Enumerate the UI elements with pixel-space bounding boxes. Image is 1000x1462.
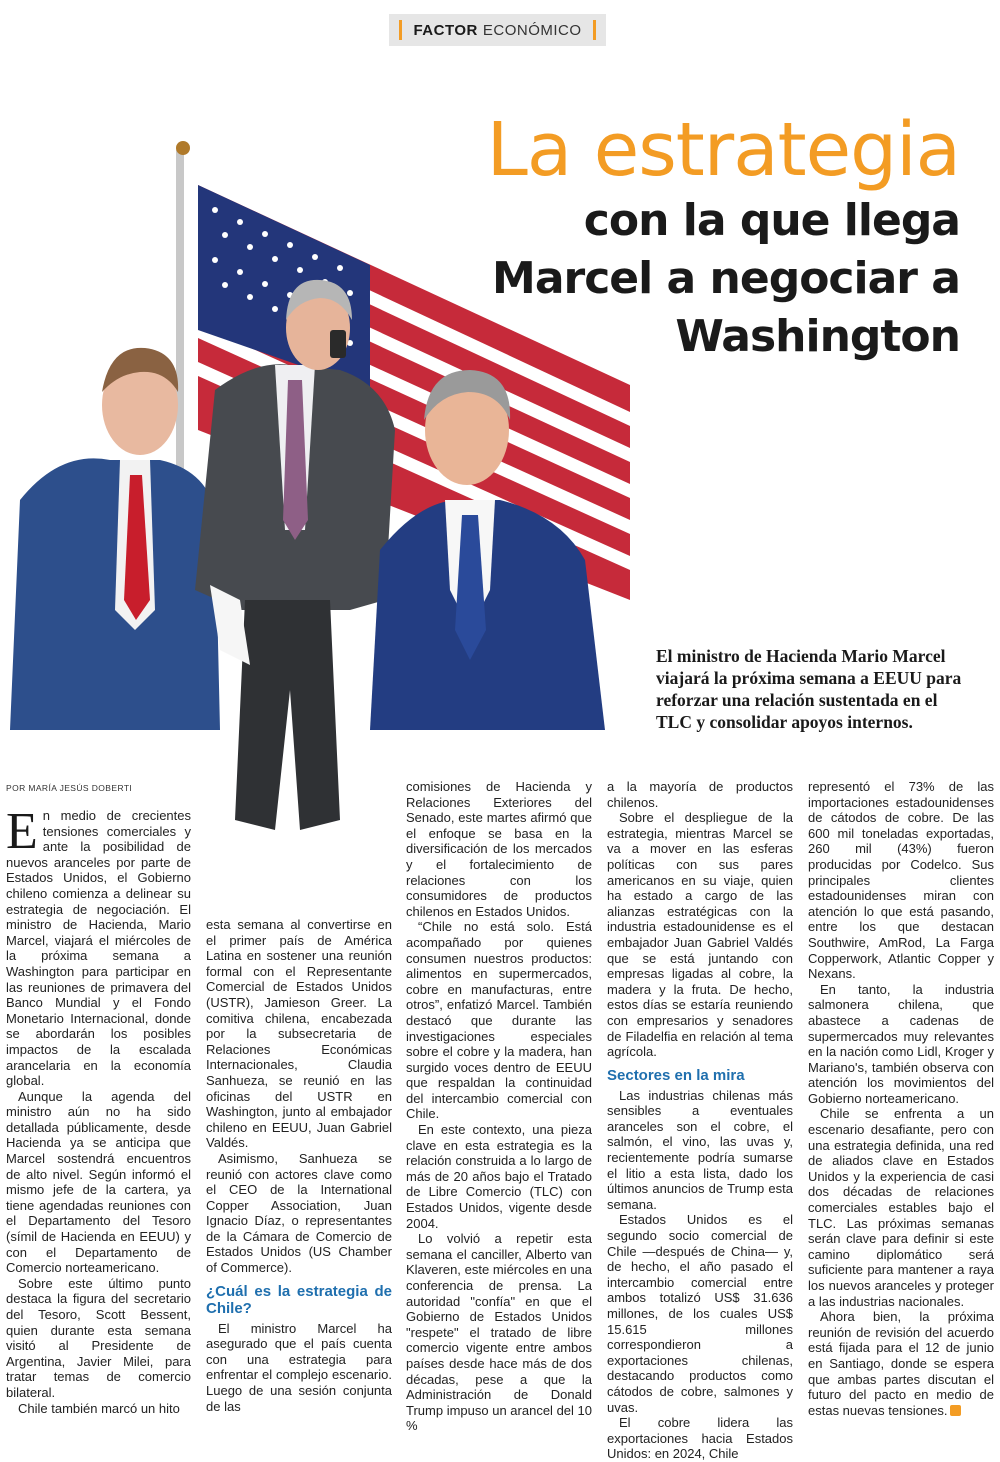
headline-line-4: Washington bbox=[675, 311, 960, 362]
paragraph: En tanto, la industria salmonera chilena, que abastece a cadenas de supermercados muy relevantes en la nación como Lidl, Kroger y Mariano's, también observa con atención los movimientos del Gobierno norteamericano. bbox=[808, 981, 994, 1106]
paragraph: “Chile no está solo. Está acompañado por quienes consumen nuestros productos: alimentos en supermercados, cobre en manufacturas, entre otros”, enfatizó Marcel. También destacó que durante las investigaciones especiales sobre el cobre y la madera, han surgido voces dentro de EEUU que respaldan la continuidad del intercambio comercial con Chile. bbox=[406, 919, 592, 1122]
byline: POR MARÍA JESÚS DOBERTI bbox=[6, 783, 133, 793]
paragraph: Lo volvió a repetir esta semana el canciller, Alberto van Klaveren, este miércoles en una conferencia de prensa. La autoridad "confía" en que el Gobierno de Estados Unidos "respete" el tratado de libre comercio vigente entre ambos países desde hace más de dos décadas, pese a que la Administración de Donald Trump impuso un arancel del 10 % bbox=[406, 1231, 592, 1434]
paragraph: En este contexto, una pieza clave en esta estrategia es la relación construida a lo largo de más de 20 años bajo el Tratado de Libre Comercio (TLC) con Estados Unidos, vigente desde 2004. bbox=[406, 1122, 592, 1231]
lead-photo-illustration bbox=[0, 130, 640, 740]
person-left bbox=[10, 348, 220, 730]
headline-line-3: Marcel a negociar a bbox=[492, 253, 960, 304]
headline-line-1: La estrategia bbox=[486, 107, 960, 193]
column-1 bbox=[6, 803, 191, 1416]
paragraph: Sobre este último punto destaca la figura del secretario del Tesoro, Scott Bessent, quien durante esta semana visitó al Presidente de Argentina, Javier Milei, para tratar temas de comercio bilateral. bbox=[6, 1275, 191, 1400]
section-tag bbox=[389, 14, 606, 46]
column-3 bbox=[406, 779, 592, 1434]
paragraph: Sobre el despliegue de la estrategia, mientras Marcel se va a mover en las esferas políticas con sus pares americanos en su viaje, quien ha estado a cargo de las alianzas estratégicas con la industria estadounidense es el embajador Juan Gabriel Valdés que se está juntando con empresas ligadas al cobre, la madera y la fruta. De hecho, estos días se estaría reuniendo con empresarios y senadores de Filadelfia en relación al tema agrícola. bbox=[607, 810, 793, 1060]
column-4 bbox=[607, 779, 793, 1462]
end-mark-icon bbox=[950, 1405, 961, 1416]
paragraph: esta semana al convertirse en el primer país de América Latina en sostener una reunión formal con el Representante Comercial de Estados Unidos (USTR), Jamieson Greer. La comitiva chilena, encabezada por la subsecretaria de Relaciones Económicas Internacionales, Claudia Sanhueza, se reunió en las oficinas del USTR en Washington, junto al embajador chileno en EEUU, Juan Gabriel Valdés. bbox=[206, 917, 392, 1151]
tag-bar-left bbox=[399, 20, 402, 40]
paragraph: El ministro Marcel ha asegurado que el país cuenta con una estrategia para enfrentar el complejo escenario. Luego de una sesión conjunta de las bbox=[206, 1320, 392, 1414]
headline-line-2: con la que llega bbox=[583, 195, 960, 246]
paragraph: comisiones de Hacienda y Relaciones Exteriores del Senado, este martes afirmó que el enfoque se basa en la diversificación de los mercados y el fortalecimiento de relaciones con los consumidores de productos chilenos en Estados Unidos. bbox=[406, 779, 592, 919]
subheading: ¿Cuál es la estrategia de Chile? bbox=[206, 1282, 392, 1317]
paragraph bbox=[808, 1309, 994, 1418]
paragraph: El cobre lidera las exportaciones hacia Estados Unidos: en 2024, Chile bbox=[607, 1415, 793, 1462]
dek: El ministro de Hacienda Mario Marcel viajará la próxima semana a EEUU para reforzar una relación sustentada en el TLC y consolidar apoyos internos. bbox=[656, 646, 962, 732]
tag-bar-right bbox=[593, 20, 596, 40]
section-tag-bold: FACTOR bbox=[413, 21, 478, 39]
paragraph: Aunque la agenda del ministro aún no ha sido detallada públicamente, desde Hacienda ya se anticipa que Marcel sostendrá encuentros de alto nivel. Según informó el mismo jefe de la cartera, ya tiene agendadas reuniones con el Departamento del Tesoro (símil de Hacienda en EEUU) y con el Departamento de Comercio norteamericano. bbox=[6, 1088, 191, 1276]
lead-photo bbox=[0, 130, 640, 740]
paragraph-text: Ahora bien, la próxima reunión de revisión del acuerdo está fijada para el 12 de junio en Santiago, donde se espera que ambas partes discutan el futuro del pacto en medio de estas nuevas tensiones. bbox=[808, 1309, 994, 1418]
subheading: Sectores en la mira bbox=[607, 1066, 745, 1084]
paragraph: representó el 73% de las importaciones estadounidenses de cátodos de cobre. De las 600 mil toneladas exportadas, 260 mil (43%) fueron producidas por Codelco. Sus principales clientes estadounidenses miran con atención lo que está pasando, entre los que destacan Southwire, AmRod, La Farga Copperwork, Atlantic Copper y Nexans. bbox=[808, 779, 994, 982]
paragraph: Asimismo, Sanhueza se reunió con actores clave como el CEO de la International Copper Association, Juan Ignacio Díaz, o representantes de la Cámara de Comercio de Estados Unidos (US Chamber of Commerce). bbox=[206, 1150, 392, 1276]
column-5 bbox=[808, 779, 994, 1418]
column-2 bbox=[206, 917, 392, 1414]
paragraph: Estados Unidos es el segundo socio comercial de Chile —después de China— y, de hecho, el año pasado el intercambio comercial entre ambos totalizó US$ 31.636 millones, de los cuales US$ 15.615 millones correspondieron a exportaciones chilenas, destacando productos como cátodos de cobre, salmones y uvas. bbox=[607, 1212, 793, 1415]
paragraph: Chile se enfrenta a un escenario desafiante, pero con una estrategia definida, una red de aliados clave en Estados Unidos y la experiencia de casi dos décadas de relaciones comerciales estables bajo el TLC. Las próximas semanas serán clave para definir si este camino diplomático será suficiente para mantener a raya los nuevos aranceles y proteger a las industrias nacionales. bbox=[808, 1106, 994, 1309]
drop-cap: E bbox=[6, 803, 38, 860]
paragraph: Chile también marcó un hito bbox=[18, 1400, 180, 1416]
paragraph: Las industrias chilenas más sensibles a eventuales aranceles son el cobre, el salmón, el vino, las uvas y, recientemente podría sumarse el litio a esta lista, dado los últimos anuncios de Trump esta semana. bbox=[607, 1087, 793, 1212]
paragraph-text: n medio de crecientes tensiones comerciales y ante la posibilidad de nuevos aranceles por parte de Estados Unidos, el Gobierno chileno comienza a delinear su estrategia de negociación. El ministro de Hacienda, Mario Marcel, viajará el miércoles de la próxima semana a Washington para participar en las reuniones de primavera del Banco Mundial y el Fondo Monetario Internacional, donde se abordarán los posibles impactos de la escalada arancelaria en la economía global. bbox=[6, 808, 191, 1089]
paragraph bbox=[6, 803, 191, 1089]
section-tag-light: ECONÓMICO bbox=[482, 21, 582, 39]
paragraph: a la mayoría de productos chilenos. bbox=[607, 779, 793, 810]
